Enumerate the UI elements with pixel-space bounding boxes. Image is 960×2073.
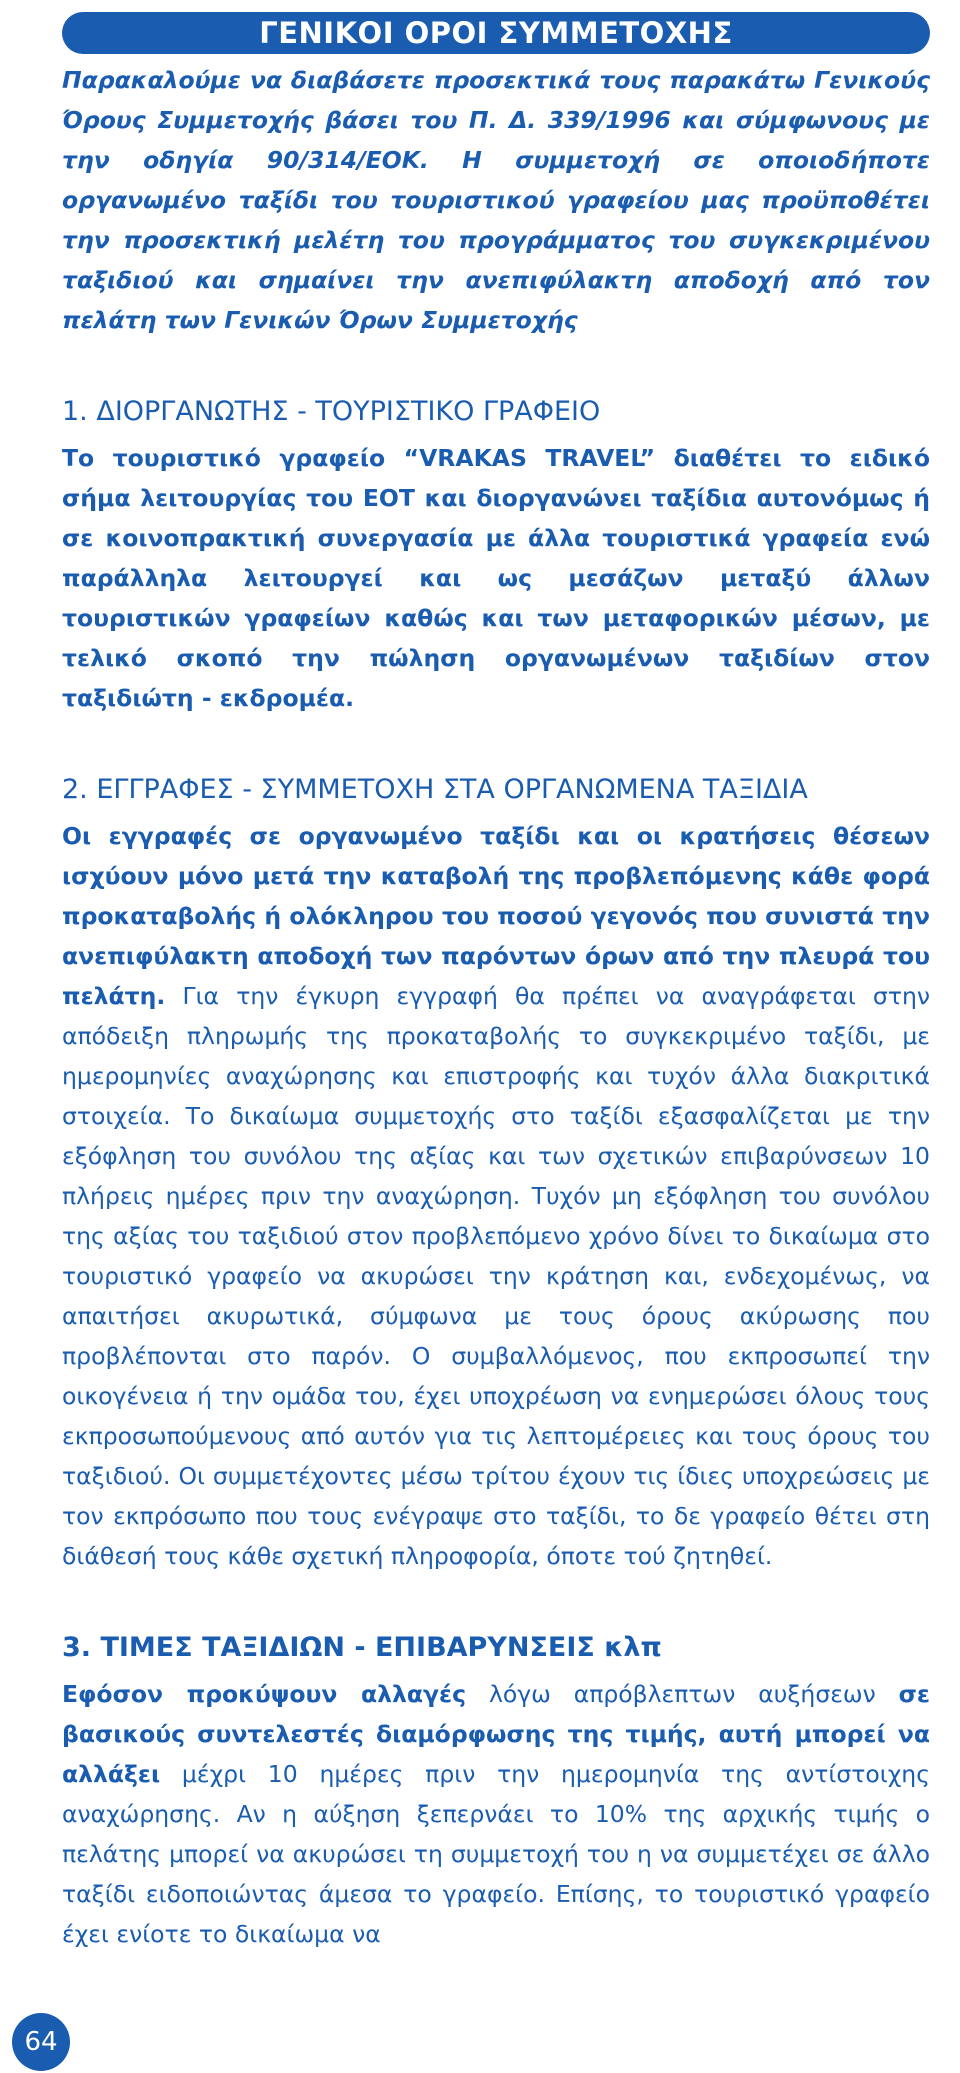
section-title: 1. ΔΙΟΡΓΑΝΩΤΗΣ - ΤΟΥΡΙΣΤΙΚΟ ΓΡΑΦΕΙΟ xyxy=(62,396,601,427)
section-body-regular: Για την έγκυρη εγγραφή θα πρέπει να αναγράφεται στην απόδειξη πληρωμής της προκαταβολής το συγκεκριμένο ταξίδι, με ημερομηνίες αναχώρησης και επιστροφής και τυχόν άλλα διακριτικά στοιχεία. Το δικαίωμα συμμετοχής στο ταξίδι εξασφαλίζεται με την εξόφληση του συνόλου της αξίας και των σχετικών επιβαρύνσεων 10 πλήρεις ημέρες πριν την αναχώρηση. Τυχόν μη εξόφληση του συνόλου της αξίας του ταξιδιού στον προβλεπόμενο χρόνο δίνει το δικαίωμα στο τουριστικό γραφείο να ακυρώσει την κράτηση και, ενδεχομένως, να απαιτήσει ακυρωτικά, σύμφωνα με τους όρους ακύρωσης που προβλέπονται στο παρόν. Ο συμβαλλόμενος, που εκπροσωπεί την οικογένεια ή την ομάδα του, έχει υποχρέωση να ενημερώσει όλους τους εκπροσωπούμενους από αυτόν για τις λεπτομέρειες και τους όρους του ταξιδιού. Οι συμμετέχοντες μέσω τρίτου έχουν τις ίδιες υποχρεώσεις με τον εκπρόσωπο που τους ενέγραψε στο ταξίδι, το δε γραφείο θέτει στη διάθεσή τους κάθε σχετική πληροφορία, όποτε τού ζητηθεί. xyxy=(62,982,930,1570)
page-title-banner xyxy=(62,12,930,54)
page-number-badge xyxy=(12,2013,70,2071)
section-body-bold: Εφόσον προκύψουν αλλαγές xyxy=(62,1680,467,1708)
document-content xyxy=(62,60,930,1954)
section-body xyxy=(62,1674,930,1954)
section-title: 2. ΕΓΓΡΑΦΕΣ - ΣΥΜΜΕΤΟΧΗ ΣΤΑ ΟΡΓΑΝΩΜΕΝΑ ΤΑΞΙΔΙΑ xyxy=(62,774,808,805)
section-body: Το τουριστικό γραφείο “VRAKAS TRAVEL” διαθέτει το ειδικό σήμα λειτουργίας του ΕΟΤ και διοργανώνει ταξίδια αυτονόμως ή σε κοινοπρακτική συνεργασία με άλλα τουριστικά γραφεία ενώ παράλληλα λειτουργεί και ως μεσάζων μεταξύ άλλων τουριστικών γραφείων καθώς και των μεταφορικών μέσων, με τελικό σκοπό την πώληση οργανωμένων ταξιδίων στον ταξιδιώτη - εκδρομέα. xyxy=(62,444,930,712)
section-organizer xyxy=(62,392,930,718)
section-body-regular: μέχρι 10 ημέρες πριν την ημερομηνία της αντίστοιχης αναχώρησης. Αν η αύξηση ξεπερνάει το 10% της αρχικής τιμής ο πελάτης μπορεί να ακυρώσει τη συμμετοχή του η να συμμετέχει σε άλλο ταξίδι ειδοποιώντας άμεσα το γραφείο. Επίσης, το τουριστικό γραφείο έχει ενίοτε το δικαίωμα να xyxy=(62,1760,930,1948)
intro-paragraph: Παρακαλούμε να διαβάσετε προσεκτικά τους παρακάτω Γενικούς Όρους Συμμετοχής βάσει του Π. Δ. 339/1996 και σύμφωνους με την οδηγία 90/314/ΕΟΚ. Η συμμετοχή σε οποιοδήποτε οργανωμένο ταξίδι του τουριστικού γραφείου μας προϋποθέτει την προσεκτική μελέτη του προγράμματος του συγκεκριμένου ταξιδιού και σημαίνει την ανεπιφύλακτη αποδοχή από τον πελάτη των Γενικών Όρων Συμμετοχής xyxy=(62,66,930,334)
page-number: 64 xyxy=(24,2027,58,2057)
section-title: 3. ΤΙΜΕΣ ΤΑΞΙΔΙΩΝ - ΕΠΙΒΑΡΥΝΣΕΙΣ κλπ xyxy=(62,1632,662,1663)
section-body-bold: σε βασικούς συντελεστές διαμόρφωσης της τιμής, αυτή μπορεί να αλλάξει xyxy=(62,1680,930,1788)
section-registrations xyxy=(62,770,930,1576)
section-body-bold: Οι εγγραφές σε οργανωμένο ταξίδι και οι κρατήσεις θέσεων ισχύουν μόνο μετά την καταβολή της προβλεπόμενης κάθε φορά προκαταβολής ή ολόκληρου του ποσού γεγονός που συνιστά την ανεπιφύλακτη αποδοχή των παρόντων όρων από την πλευρά του πελάτη. xyxy=(62,822,930,1010)
section-body xyxy=(62,816,930,1576)
section-body-regular: λόγω απρόβλεπτων αυξήσεων xyxy=(466,1680,899,1708)
section-prices xyxy=(62,1628,930,1954)
page-title: ΓΕΝΙΚΟΙ ΟΡΟΙ ΣΥΜΜΕΤΟΧΗΣ xyxy=(259,16,733,50)
